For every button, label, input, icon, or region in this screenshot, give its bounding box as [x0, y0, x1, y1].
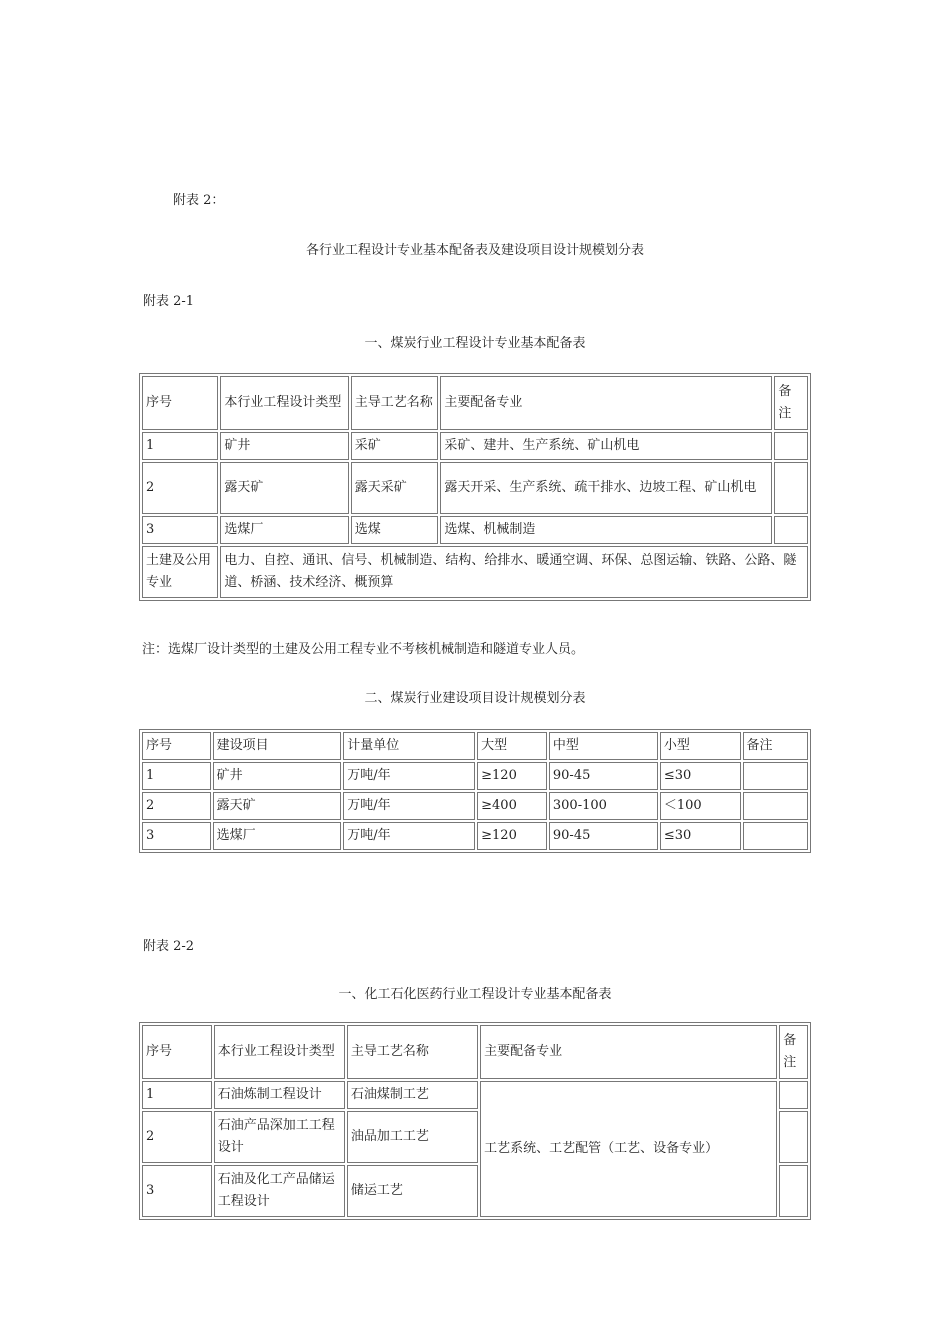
table-row	[142, 792, 808, 820]
table-header-row	[142, 376, 808, 430]
header-cell: 主要配备专业	[440, 376, 772, 430]
header-cell: 本行业工程设计类型	[214, 1025, 345, 1079]
table-cell: ≤30	[660, 762, 741, 790]
table-cell	[743, 792, 808, 820]
table-row	[142, 516, 808, 544]
header-cell: 小型	[660, 732, 741, 760]
table-cell: 3	[142, 516, 218, 544]
table-cell: 1	[142, 1081, 212, 1109]
table-cell	[743, 762, 808, 790]
header-cell: 备注	[779, 1025, 808, 1079]
table-cell: 露天矿	[220, 462, 348, 514]
table-cell: 3	[142, 1165, 212, 1217]
table-cell: 露天开采、生产系统、疏干排水、边坡工程、矿山机电	[440, 462, 772, 514]
header-cell: 备注	[774, 376, 808, 430]
table-note: 注：选煤厂设计类型的土建及公用工程专业不考核机械制造和隧道专业人员。	[142, 642, 585, 657]
appendix-label: 附表 2：	[173, 193, 225, 208]
header-cell: 序号	[142, 732, 211, 760]
table-footer-row	[142, 546, 808, 598]
table-cell: 2	[142, 1111, 212, 1163]
header-cell: 本行业工程设计类型	[220, 376, 348, 430]
header-cell: 序号	[142, 1025, 212, 1079]
table-cell	[779, 1081, 808, 1109]
table-cell: 2	[142, 792, 211, 820]
header-cell: 计量单位	[343, 732, 475, 760]
table-cell	[774, 516, 808, 544]
table-cell: 石油产品深加工工程设计	[214, 1111, 345, 1163]
header-cell: 主要配备专业	[480, 1025, 777, 1079]
table-cell: 300-100	[549, 792, 658, 820]
table-cell: 采矿、建井、生产系统、矿山机电	[440, 432, 772, 460]
table-row	[142, 762, 808, 790]
table-cell: 90-45	[549, 822, 658, 850]
header-cell: 主导工艺名称	[347, 1025, 478, 1079]
table-cell	[774, 432, 808, 460]
table-cell: 矿井	[213, 762, 342, 790]
header-cell: 主导工艺名称	[351, 376, 439, 430]
table-cell: 矿井	[220, 432, 348, 460]
section-label-2-1: 附表 2-1	[143, 294, 195, 309]
table-cell: 露天采矿	[351, 462, 439, 514]
table-cell: ≤30	[660, 822, 741, 850]
header-cell: 大型	[477, 732, 547, 760]
table-cell: 90-45	[549, 762, 658, 790]
header-cell: 建设项目	[213, 732, 342, 760]
table-cell	[743, 822, 808, 850]
header-cell: 中型	[549, 732, 658, 760]
coal-scale-table-title: 二、煤炭行业建设项目设计规模划分表	[364, 691, 586, 706]
table-row	[142, 822, 808, 850]
table-row	[142, 462, 808, 514]
table-cell: 石油炼制工程设计	[214, 1081, 345, 1109]
table-cell: 1	[142, 762, 211, 790]
section-label-2-2: 附表 2-2	[143, 939, 195, 954]
table-cell: 选煤厂	[213, 822, 342, 850]
table-cell: 储运工艺	[347, 1165, 478, 1217]
table-cell: 采矿	[351, 432, 439, 460]
table-cell: ≥120	[477, 822, 547, 850]
table-header-row	[142, 1025, 808, 1079]
table-cell	[774, 462, 808, 514]
table-cell: ＜100	[660, 792, 741, 820]
header-cell: 备注	[743, 732, 808, 760]
footer-label-cell: 土建及公用专业	[142, 546, 218, 598]
table-cell: 万吨/年	[343, 792, 475, 820]
merged-specialty-cell: 工艺系统、工艺配管（工艺、设备专业）	[480, 1081, 777, 1217]
chem-specialty-table	[139, 1022, 811, 1220]
chem-specialty-table-title: 一、化工石化医药行业工程设计专业基本配备表	[338, 987, 612, 1002]
table-cell: 3	[142, 822, 211, 850]
table-cell: 万吨/年	[343, 822, 475, 850]
table-cell: 万吨/年	[343, 762, 475, 790]
table-cell: 石油及化工产品储运工程设计	[214, 1165, 345, 1217]
table-cell: 2	[142, 462, 218, 514]
table-cell: 露天矿	[213, 792, 342, 820]
footer-value-cell: 电力、自控、通讯、信号、机械制造、结构、给排水、暖通空调、环保、总图运输、铁路、公路、隧道、桥涵、技术经济、概预算	[220, 546, 808, 598]
table-cell: ≥120	[477, 762, 547, 790]
table-cell: 1	[142, 432, 218, 460]
table-cell: 油品加工工艺	[347, 1111, 478, 1163]
table-row	[142, 1081, 808, 1109]
table-cell	[779, 1165, 808, 1217]
table-cell: 选煤、机械制造	[440, 516, 772, 544]
table-cell	[779, 1111, 808, 1163]
coal-specialty-table-title: 一、煤炭行业工程设计专业基本配备表	[364, 336, 586, 351]
header-cell: 序号	[142, 376, 218, 430]
table-cell: ≥400	[477, 792, 547, 820]
table-row	[142, 432, 808, 460]
coal-scale-table	[139, 729, 811, 853]
table-header-row	[142, 732, 808, 760]
table-cell: 选煤厂	[220, 516, 348, 544]
document-title: 各行业工程设计专业基本配备表及建设项目设计规模划分表	[305, 243, 644, 258]
table-cell: 选煤	[351, 516, 439, 544]
table-cell: 石油煤制工艺	[347, 1081, 478, 1109]
coal-specialty-table	[139, 373, 811, 601]
